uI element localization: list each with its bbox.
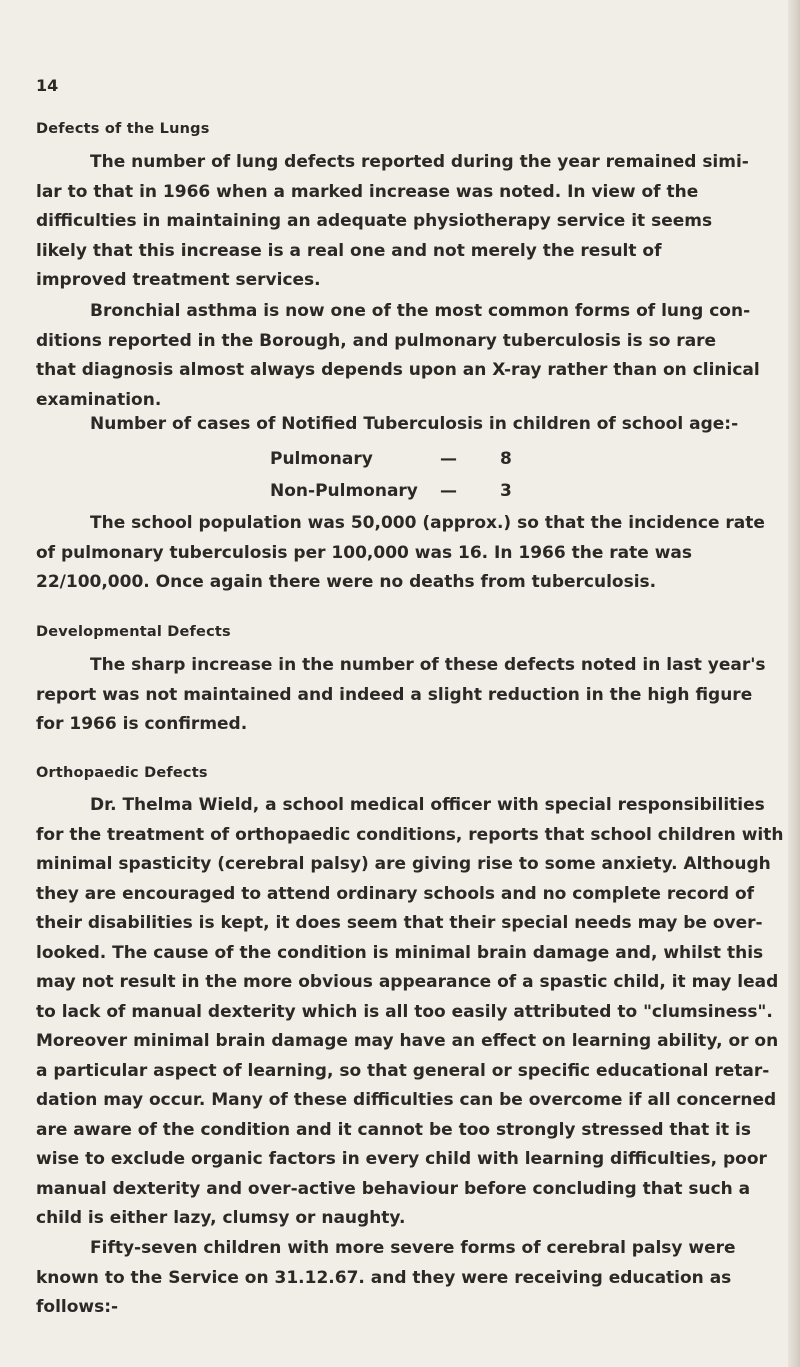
- text-line: for the treatment of orthopaedic conditions, reports that school children with: [36, 824, 784, 845]
- text-line: follows:-: [36, 1297, 119, 1317]
- text-line: Fifty-seven children with more severe forms of cerebral palsy were: [90, 1238, 736, 1258]
- tb-row-value: 3: [500, 481, 512, 501]
- text-line: to lack of manual dexterity which is all too easily attributed to "clumsiness".: [36, 1001, 773, 1022]
- tb-row-dash: —: [440, 481, 457, 501]
- text-line: of pulmonary tuberculosis per 100,000 was 16. In 1966 the rate was: [36, 542, 693, 563]
- text-line: The sharp increase in the number of these defects noted in last year's: [90, 655, 766, 675]
- text-line: a particular aspect of learning, so that general or specific educational retar-: [36, 1060, 770, 1081]
- paragraph-lungs-3: [36, 509, 790, 598]
- text-line: may not result in the more obvious appearance of a spastic child, it may lead: [36, 972, 779, 992]
- text-line: Moreover minimal brain damage may have an effect on learning ability, or on: [36, 1031, 779, 1051]
- text-line: looked. The cause of the condition is minimal brain damage and, whilst this: [36, 942, 764, 963]
- text-line: The school population was 50,000 (approx.) so that the incidence rate: [90, 513, 765, 533]
- tb-intro: Number of cases of Notified Tuberculosis in children of school age:-: [90, 414, 739, 434]
- tb-row-dash: —: [440, 449, 457, 469]
- text-line: report was not maintained and indeed a slight reduction in the high figure: [36, 684, 753, 705]
- section-heading-orthopaedic: Orthopaedic Defects: [36, 765, 208, 781]
- text-line: manual dexterity and over-active behaviour before concluding that such a: [36, 1178, 751, 1199]
- text-line: child is either lazy, clumsy or naughty.: [36, 1208, 406, 1228]
- text-line: known to the Service on 31.12.67. and they were receiving education as: [36, 1267, 732, 1288]
- text-line: their disabilities is kept, it does seem that their special needs may be over-: [36, 913, 763, 933]
- text-line: difficulties in maintaining an adequate physiotherapy service it seems: [36, 211, 713, 231]
- paragraph-orthopaedic-2: [36, 1234, 790, 1323]
- text-line: The number of lung defects reported during the year remained simi-: [90, 152, 749, 172]
- tb-row-label: Pulmonary: [270, 449, 373, 469]
- text-line: are aware of the condition and it cannot be too strongly stressed that it is: [36, 1119, 751, 1140]
- paragraph-orthopaedic-1: [36, 791, 790, 1234]
- page-number: 14: [36, 76, 59, 95]
- tb-row-non-pulmonary: [270, 481, 530, 503]
- text-line: for 1966 is confirmed.: [36, 714, 248, 734]
- tb-row-label: Non-Pulmonary: [270, 481, 418, 501]
- paragraph-lungs-1: [36, 148, 790, 296]
- text-line: dation may occur. Many of these difficulties can be overcome if all concerned: [36, 1090, 777, 1110]
- text-line: Dr. Thelma Wield, a school medical officer with special responsibilities: [90, 795, 765, 815]
- text-line: Bronchial asthma is now one of the most common forms of lung con-: [90, 301, 751, 321]
- tb-row-value: 8: [500, 449, 512, 469]
- paragraph-lungs-2: [36, 297, 790, 415]
- text-line: examination.: [36, 389, 162, 410]
- section-heading-lungs: Defects of the Lungs: [36, 121, 210, 137]
- text-line: that diagnosis almost always depends upon an X-ray rather than on clinical: [36, 360, 760, 380]
- text-line: ditions reported in the Borough, and pulmonary tuberculosis is so rare: [36, 330, 717, 351]
- text-line: improved treatment services.: [36, 270, 321, 290]
- text-line: 22/100,000. Once again there were no deaths from tuberculosis.: [36, 572, 657, 592]
- section-heading-developmental: Developmental Defects: [36, 624, 231, 640]
- tb-row-pulmonary: [270, 449, 530, 471]
- text-line: likely that this increase is a real one and not merely the result of: [36, 240, 662, 261]
- text-line: wise to exclude organic factors in every child with learning difficulties, poor: [36, 1149, 767, 1169]
- text-line: lar to that in 1966 when a marked increase was noted. In view of the: [36, 181, 699, 202]
- text-line: minimal spasticity (cerebral palsy) are giving rise to some anxiety. Although: [36, 854, 771, 874]
- text-line: they are encouraged to attend ordinary schools and no complete record of: [36, 883, 755, 904]
- paragraph-developmental-1: [36, 651, 790, 740]
